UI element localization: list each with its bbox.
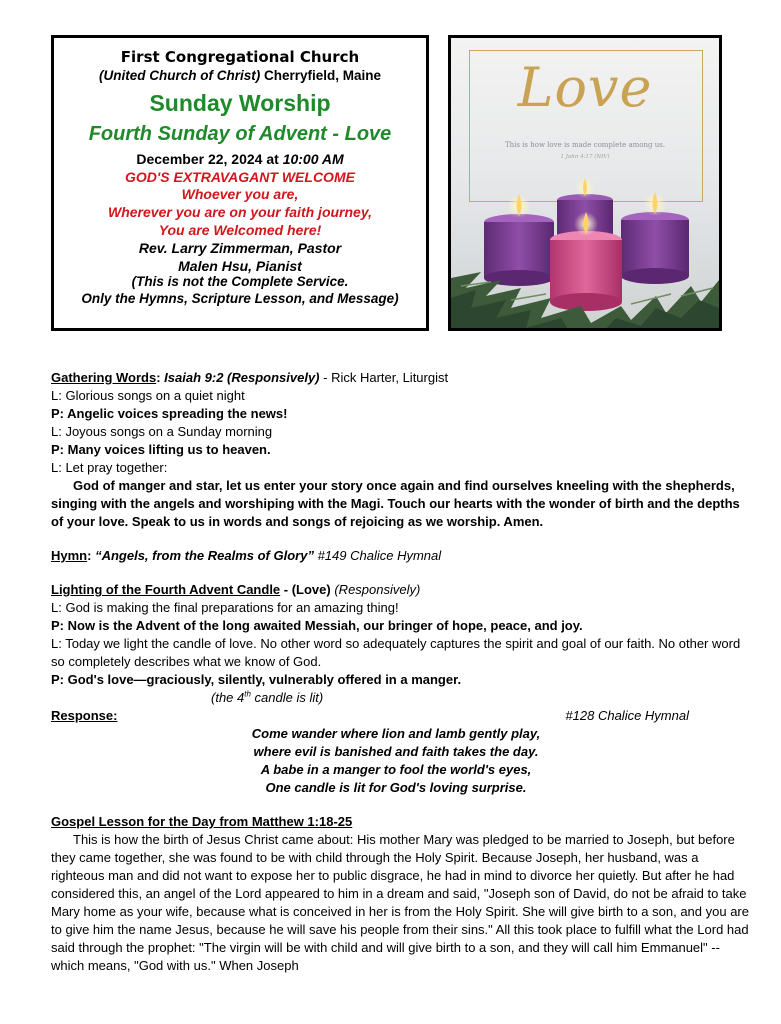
liturgy-line-leader: L: God is making the final preparations for an amazing thing! (51, 600, 399, 615)
gospel-text: This is how the birth of Jesus Christ came about: His mother Mary was pledged to be married to Joseph, but before they came together, she was found to be with child through the Holy Spirit. Because Joseph, her husband, was a righteous man and did not want to expose her to public disgrace, he had in mind to divorce her quietly. But after he had considered this, an angel of the Lord appeared to him in a dream and said, "Joseph son of David, do not be afraid to take Mary home as your wife, because what is conceived in her is from the Holy Spirit. She will give birth to a son, and you are to give him the name Jesus, because he will save his people from their sins." All this took place to fulfill what the Lord had said through the prophet: "The virgin will be with child and will give birth to a son, and they will call him Emmanuel" --which means, "God with us." When Joseph (51, 832, 749, 973)
advent-love-poster (448, 35, 722, 331)
service-subtitle: Fourth Sunday of Advent - Love (88, 122, 392, 145)
candle-heading: Lighting of the Fourth Advent Candle - (Love) (Responsively) (51, 582, 421, 597)
service-title: Sunday Worship (149, 90, 331, 117)
verse-line: A babe in a manger to fool the world's eyes, (260, 762, 532, 777)
candle-lit-note: (the 4th candle is lit) (211, 689, 324, 705)
gathering-heading: Gathering Words: Isaiah 9:2 (Responsively) - Rick Harter, Liturgist (51, 370, 449, 385)
liturgy-line-leader: L: Glorious songs on a quiet night (51, 388, 245, 403)
church-affiliation: (United Church of Christ) Cherryfield, Maine (98, 68, 382, 83)
liturgy-line-people: P: Angelic voices spreading the news! (51, 406, 288, 421)
welcome-line: GOD'S EXTRAVAGANT WELCOME (125, 168, 355, 185)
liturgy-line-leader: L: Today we light the candle of love. No other word so adequately captures the spirit and goal of our faith. No other word so completely describes what we know of God. (51, 636, 741, 669)
advent-candles-image (451, 168, 719, 331)
pianist-name: Malen Hsu, Pianist (178, 257, 302, 274)
welcome-line: Wherever you are on your faith journey, (108, 204, 372, 221)
service-note: (This is not the Complete Service. (131, 274, 349, 290)
verse-line: where evil is banished and faith takes the day. (253, 744, 539, 759)
response-hymn-number: #128 Chalice Hymnal (565, 708, 689, 723)
liturgy-line-people: P: Now is the Advent of the long awaited Messiah, our bringer of hope, peace, and joy. (51, 618, 583, 633)
service-order (51, 369, 751, 975)
liturgy-line-people: P: Many voices lifting us to heaven. (51, 442, 271, 457)
verse-line: One candle is lit for God's loving surprise. (265, 780, 527, 795)
pastor-name: Rev. Larry Zimmerman, Pastor (138, 239, 342, 256)
gospel-heading: Gospel Lesson for the Day from Matthew 1:18-25 (51, 814, 353, 829)
poster-verse: 1 John 4:17 (NIV) (560, 154, 610, 160)
liturgy-line-leader: L: Joyous songs on a Sunday morning (51, 424, 273, 439)
bulletin-header (51, 35, 429, 331)
response-row (51, 707, 751, 725)
service-note: Only the Hymns, Scripture Lesson, and Message) (81, 290, 399, 306)
response-verse (146, 725, 646, 797)
poster-love-word: Love (517, 56, 653, 119)
church-name: First Congregational Church (120, 48, 360, 66)
liturgy-line-people: P: God's love—graciously, silently, vulnerably offered in a manger. (51, 672, 462, 687)
poster-tagline: This is how love is made complete among us. (504, 141, 666, 149)
verse-line: Come wander where lion and lamb gently play, (251, 726, 541, 741)
opening-prayer: God of manger and star, let us enter your story once again and find ourselves kneeling with the shepherds, singing with the angels and worshiping with the Magi. Touch our hearts with the wonder of birth and the depths of your love. Speak to us in words and songs of rejoicing as we worship. Amen. (51, 478, 740, 529)
candle-right (621, 192, 689, 284)
hymn-line: Hymn: “Angels, from the Realms of Glory” #149 Chalice Hymnal (51, 548, 442, 563)
liturgy-line-leader: L: Let pray together: (51, 460, 168, 475)
service-date: December 22, 2024 at 10:00 AM (136, 150, 344, 167)
candle-left (484, 194, 554, 286)
welcome-line: You are Welcomed here! (158, 221, 322, 238)
welcome-line: Whoever you are, (181, 186, 299, 203)
response-label: Response: (51, 708, 118, 723)
